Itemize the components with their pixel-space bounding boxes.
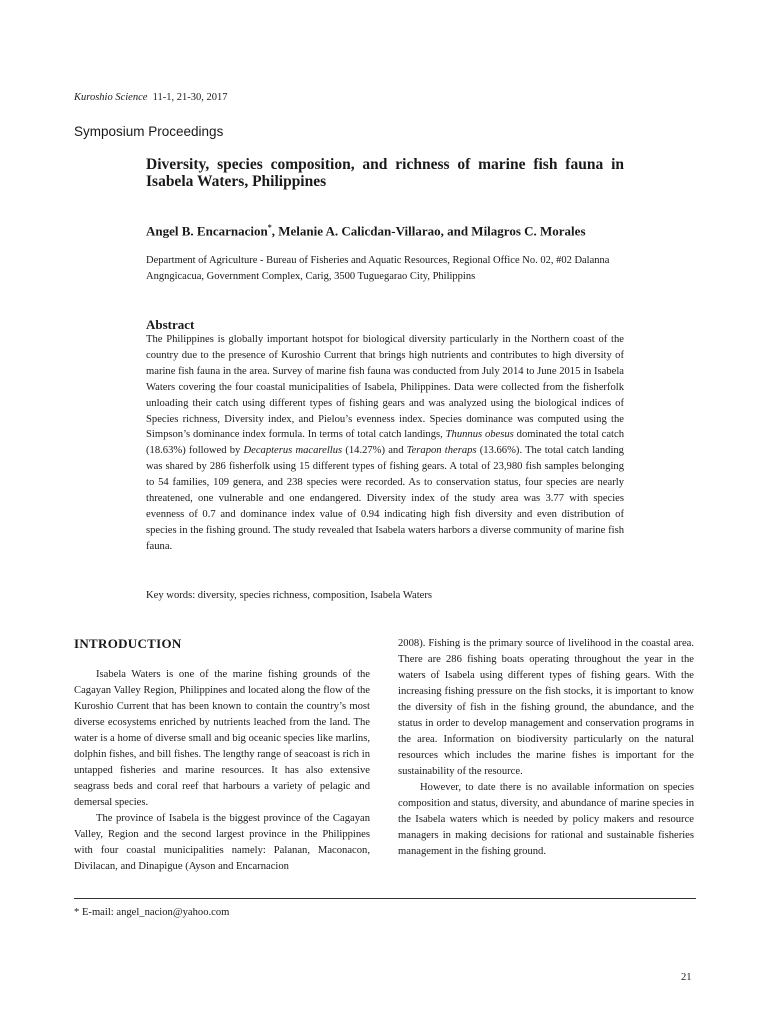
section-label: Symposium Proceedings — [74, 124, 224, 139]
abstract-body — [146, 332, 624, 555]
intro-paragraph: 2008). Fishing is the primary source of livelihood in the coastal area. There are 286 fishing boats operating throughout the year in the waters of Isabela using different types of fishing gears. With the increasing fishing pressure on the fish stocks, it is important to know the diversity of fish in the fishing ground, the abundance, and the status in order to develop management and conservation programs in the area. Information on biodiversity particularly on the natural resources which includes the marine fishes is important for the sustainability of the resource. — [398, 638, 694, 777]
article-title: Diversity, species composition, and richness of marine fish fauna in Isabela Waters, Philippines — [146, 156, 624, 190]
intro-paragraph: The province of Isabela is the biggest province of the Cagayan Valley, Region and the second largest province in the Philippines with four coastal municipalities namely: Palanan, Maconacon, Divilacan, and Dinapigue (Ayson and Encarnacion — [74, 813, 370, 872]
author-list — [146, 219, 624, 239]
keywords: Key words: diversity, species richness, composition, Isabela Waters — [146, 590, 432, 601]
other-authors: , Melanie A. Calicdan-Villarao, and Milagros C. Morales — [271, 223, 586, 239]
intro-paragraph: However, to date there is no available information on species composition and status, diversity, and abundance of marine species in the Isabela waters which is needed by policy makers and resource managers in making decisions for rational and sustainable fisheries management in the fishing ground. — [398, 782, 694, 857]
journal-name: Kuroshio Science — [74, 92, 148, 103]
corresponding-mark: * — [267, 223, 272, 232]
footnote-divider — [74, 898, 696, 899]
species-name: Thunnus obesus — [445, 429, 514, 441]
abstract-text-2: dominated the total catch (18.63%) followed by — [146, 429, 624, 457]
right-column — [398, 636, 694, 860]
abstract-text-4: (13.66%). The total catch landing was shared by 286 fisherfolk using 15 different types of fishing gears. A total of 23,980 fish samples belonging to 54 families, 109 genera, and 238 species were recorded. As to conservation status, four species are nearly threatened, one vulnerable and one endangered. Diversity index of the study area was 3.77 with species evenness of 0.7 and dominance index value of 0.94 indicating high fish diversity and even distribution of species in the fishing ground. The study revealed that Isabela waters harbors a diverse community of marine fish fauna. — [146, 445, 624, 552]
species-name: Decapterus macarellus — [243, 445, 343, 457]
first-author: Angel B. Encarnacion — [146, 223, 268, 239]
journal-citation — [74, 92, 228, 103]
footnote-email: * E-mail: angel_nacion@yahoo.com — [74, 907, 230, 918]
left-column — [74, 667, 370, 875]
page-number: 21 — [681, 972, 692, 983]
journal-reference: 11-1, 21-30, 2017 — [152, 92, 228, 103]
species-name: Terapon theraps — [406, 445, 477, 457]
abstract-heading: Abstract — [146, 317, 195, 332]
abstract-text-3: (14.27%) and — [342, 445, 407, 457]
abstract-text-1: The Philippines is globally important hotspot for biological diversity particularly in the Northern coast of the country due to the presence of Kuroshio Current that brings high nutrients and contributes to high diversity of marine fish fauna in the area. Survey of marine fish fauna was conducted from July 2014 to June 2015 in Isabela Waters covering the four coastal municipalities of Isabela, Philippines. Data were collected from the fisherfolk unloading their catch using different types of fishing gears and was analyzed using the biological indices of Species richness, Diversity index, and Pielou’s evenness index. Species dominance was computed using the Simpson’s dominance index formula. In terms of total catch landings, — [146, 334, 624, 441]
intro-paragraph: Isabela Waters is one of the marine fishing grounds of the Cagayan Valley Region, Philippines and located along the flow of the Kuroshio Current that has been known to contain the country’s most diverse ecosystems enriched by nutrients leached from the land. The water is a home of diverse small and big oceanic species like marlins, dolphin fishes, and bill fishes. The lengthy range of seacoast is rich in untapped fisheries and marine resources. It has also extensive seagrass beds and coral reef that harbours a variety of pelagic and demersal species. — [74, 669, 370, 808]
introduction-heading: INTRODUCTION — [74, 636, 182, 651]
affiliation: Department of Agriculture - Bureau of Fisheries and Aquatic Resources, Regional Office No. 02, #02 Dalanna Angngicacua, Government Complex, Carig, 3500 Tuguegarao City, Philippins — [146, 255, 610, 282]
